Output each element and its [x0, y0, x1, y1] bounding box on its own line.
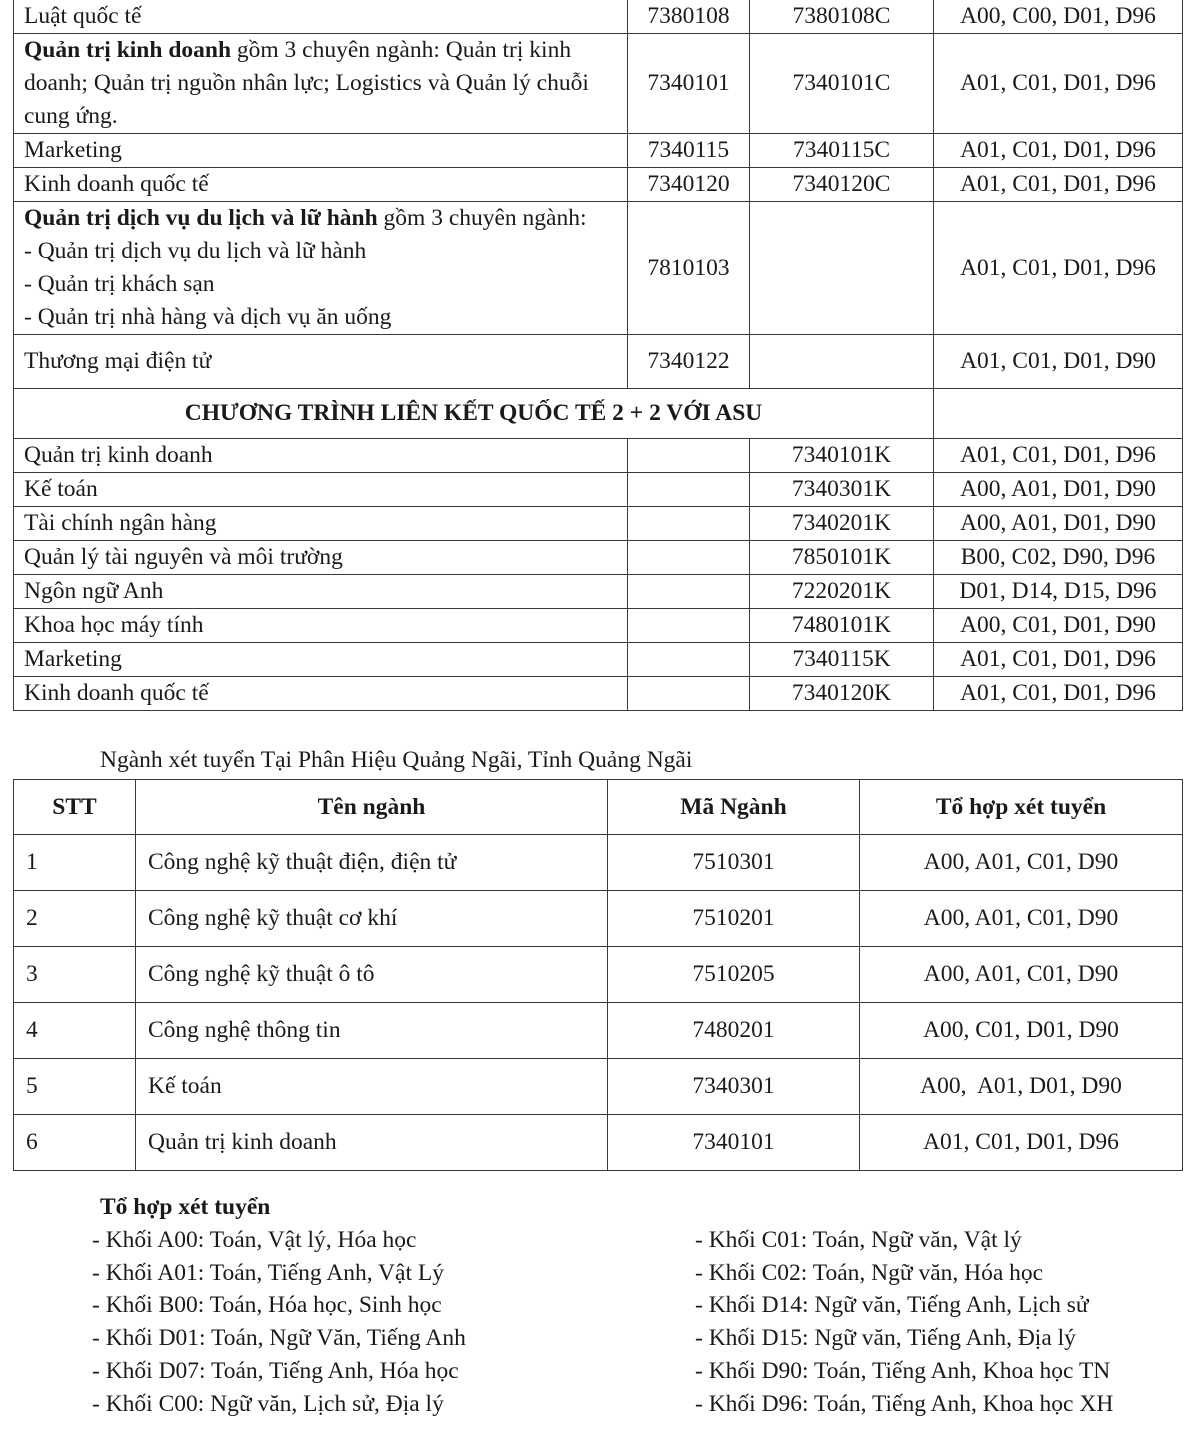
asu-program-name: Tài chính ngân hàng — [14, 507, 628, 541]
row-stt: 1 — [14, 835, 136, 891]
asu-program-code: 7340115K — [750, 643, 934, 677]
table-row — [14, 541, 1183, 575]
asu-program-name: Kinh doanh quốc tế — [14, 677, 628, 711]
section-header-empty-cell — [934, 389, 1183, 439]
asu-program-name: Quản lý tài nguyên và môi trường — [14, 541, 628, 575]
asu-program-name: Khoa học máy tính — [14, 609, 628, 643]
table-row — [14, 0, 1183, 34]
asu-program-code: 7340201K — [750, 507, 934, 541]
table-row — [14, 168, 1183, 202]
program-code: 7380108 — [628, 0, 750, 34]
row-name: Công nghệ kỹ thuật điện, điện tử — [136, 835, 608, 891]
row-code: 7510301 — [608, 835, 860, 891]
combo-section-title: Tổ hợp xét tuyển — [100, 1194, 271, 1220]
program-name: Kinh doanh quốc tế — [14, 168, 628, 202]
empty-cell — [628, 541, 750, 575]
section-header-row — [14, 389, 1183, 439]
program-name — [14, 34, 628, 134]
row-stt: 4 — [14, 1003, 136, 1059]
asu-program-combo: A00, C01, D01, D90 — [934, 609, 1183, 643]
program-code-c: 7340120C — [750, 168, 934, 202]
row-combo: A01, C01, D01, D96 — [860, 1115, 1183, 1171]
programs-table — [13, 0, 1183, 711]
program-combo: A01, C01, D01, D96 — [934, 134, 1183, 168]
program-code: 7340120 — [628, 168, 750, 202]
empty-cell — [628, 439, 750, 473]
row-stt: 6 — [14, 1115, 136, 1171]
program-code: 7340101 — [628, 34, 750, 134]
combo-item: - Khối C00: Ngữ văn, Lịch sử, Địa lý — [92, 1390, 444, 1417]
program-name — [14, 202, 628, 335]
section-header: CHƯƠNG TRÌNH LIÊN KẾT QUỐC TẾ 2 + 2 VỚI ASU — [14, 389, 934, 439]
combo-item: - Khối D90: Toán, Tiếng Anh, Khoa học TN — [695, 1357, 1111, 1384]
table-row — [14, 507, 1183, 541]
program-name-rest: gồm 3 chuyên ngành: Quản trị kinh doanh; Quản trị nguồn nhân lực; Logistics và Quản lý chuỗi cung ứng. — [24, 37, 589, 129]
program-code-c — [750, 335, 934, 389]
specialization-item: - Quản trị khách sạn — [24, 271, 215, 297]
row-combo: A00, A01, C01, D90 — [860, 891, 1183, 947]
combo-item: - Khối A01: Toán, Tiếng Anh, Vật Lý — [92, 1259, 444, 1286]
asu-program-combo: D01, D14, D15, D96 — [934, 575, 1183, 609]
table-row — [14, 891, 1183, 947]
program-name-rest: gồm 3 chuyên ngành: — [377, 205, 587, 231]
specialization-item: - Quản trị dịch vụ du lịch và lữ hành — [24, 238, 367, 264]
asu-program-name: Marketing — [14, 643, 628, 677]
program-name-bold: Quản trị dịch vụ du lịch và lữ hành — [24, 205, 378, 231]
table-row — [14, 473, 1183, 507]
program-code: 7340115 — [628, 134, 750, 168]
empty-cell — [628, 677, 750, 711]
row-combo: A00, A01, D01, D90 — [860, 1059, 1183, 1115]
program-combo: A01, C01, D01, D90 — [934, 335, 1183, 389]
column-header-name: Tên ngành — [136, 780, 608, 835]
program-combo: A01, C01, D01, D96 — [934, 34, 1183, 134]
table-row — [14, 643, 1183, 677]
combo-item: - Khối D01: Toán, Ngữ Văn, Tiếng Anh — [92, 1325, 466, 1352]
row-stt: 5 — [14, 1059, 136, 1115]
program-combo: A01, C01, D01, D96 — [934, 202, 1183, 335]
program-combo: A01, C01, D01, D96 — [934, 168, 1183, 202]
column-header-code: Mã Ngành — [608, 780, 860, 835]
row-combo: A00, C01, D01, D90 — [860, 1003, 1183, 1059]
combo-item: - Khối A00: Toán, Vật lý, Hóa học — [92, 1227, 417, 1253]
row-name: Công nghệ kỹ thuật ô tô — [136, 947, 608, 1003]
program-name-line — [24, 202, 617, 235]
table-header-row — [14, 780, 1183, 835]
combo-item: - Khối D96: Toán, Tiếng Anh, Khoa học XH — [695, 1390, 1114, 1417]
asu-program-combo: A00, A01, D01, D90 — [934, 507, 1183, 541]
table-row — [14, 835, 1183, 891]
program-code-c: 7340101C — [750, 34, 934, 134]
asu-program-code: 7340101K — [750, 439, 934, 473]
table-row — [14, 335, 1183, 389]
specialization-item: - Quản trị nhà hàng và dịch vụ ăn uống — [24, 304, 392, 330]
row-code: 7480201 — [608, 1003, 860, 1059]
empty-cell — [628, 643, 750, 677]
program-code: 7340122 — [628, 335, 750, 389]
combo-item: - Khối C02: Toán, Ngữ văn, Hóa học — [695, 1259, 1044, 1286]
program-name: Marketing — [14, 134, 628, 168]
program-code: 7810103 — [628, 202, 750, 335]
table-row — [14, 134, 1183, 168]
row-code: 7340101 — [608, 1115, 860, 1171]
asu-program-combo: A01, C01, D01, D96 — [934, 677, 1183, 711]
table-row — [14, 609, 1183, 643]
program-name: Luật quốc tế — [14, 0, 628, 34]
row-stt: 3 — [14, 947, 136, 1003]
program-code-c: 7340115C — [750, 134, 934, 168]
combo-item: - Khối D07: Toán, Tiếng Anh, Hóa học — [92, 1357, 459, 1384]
empty-cell — [628, 609, 750, 643]
asu-program-code: 7340301K — [750, 473, 934, 507]
row-name: Quản trị kinh doanh — [136, 1115, 608, 1171]
column-header-stt: STT — [14, 780, 136, 835]
asu-program-code: 7850101K — [750, 541, 934, 575]
combo-item: - Khối B00: Toán, Hóa học, Sinh học — [92, 1292, 442, 1319]
asu-program-name: Ngôn ngữ Anh — [14, 575, 628, 609]
asu-program-code: 7340120K — [750, 677, 934, 711]
combo-list-left — [92, 1224, 466, 1420]
combo-item: - Khối D15: Ngữ văn, Tiếng Anh, Địa lý — [695, 1325, 1076, 1352]
program-combo: A00, C00, D01, D96 — [934, 0, 1183, 34]
column-header-combo: Tổ hợp xét tuyển — [860, 780, 1183, 835]
program-name-bold: Quản trị kinh doanh — [24, 37, 232, 63]
row-code: 7510201 — [608, 891, 860, 947]
row-combo: A00, A01, C01, D90 — [860, 835, 1183, 891]
asu-program-combo: A01, C01, D01, D96 — [934, 439, 1183, 473]
table-row — [14, 1115, 1183, 1171]
table-row — [14, 947, 1183, 1003]
table-row — [14, 575, 1183, 609]
row-stt: 2 — [14, 891, 136, 947]
row-code: 7510205 — [608, 947, 860, 1003]
asu-program-code: 7220201K — [750, 575, 934, 609]
row-code: 7340301 — [608, 1059, 860, 1115]
asu-program-name: Kế toán — [14, 473, 628, 507]
table-caption: Ngành xét tuyển Tại Phân Hiệu Quảng Ngãi, Tỉnh Quảng Ngãi — [100, 747, 693, 773]
program-code-c: 7380108C — [750, 0, 934, 34]
table-row — [14, 202, 1183, 335]
row-name: Kế toán — [136, 1059, 608, 1115]
table-row — [14, 677, 1183, 711]
asu-program-name: Quản trị kinh doanh — [14, 439, 628, 473]
asu-program-combo: A00, A01, D01, D90 — [934, 473, 1183, 507]
row-name: Công nghệ kỹ thuật cơ khí — [136, 891, 608, 947]
combo-list-right — [695, 1224, 1113, 1420]
combo-item: - Khối D14: Ngữ văn, Tiếng Anh, Lịch sử — [695, 1292, 1089, 1319]
table-row — [14, 1059, 1183, 1115]
branch-programs-table — [13, 779, 1183, 1171]
program-code-c — [750, 202, 934, 335]
combo-item: - Khối C01: Toán, Ngữ văn, Vật lý — [695, 1227, 1022, 1253]
table-row — [14, 34, 1183, 134]
empty-cell — [628, 473, 750, 507]
program-name: Thương mại điện tử — [14, 335, 628, 389]
row-combo: A00, A01, C01, D90 — [860, 947, 1183, 1003]
row-name: Công nghệ thông tin — [136, 1003, 608, 1059]
asu-program-combo: A01, C01, D01, D96 — [934, 643, 1183, 677]
empty-cell — [628, 575, 750, 609]
asu-program-combo: B00, C02, D90, D96 — [934, 541, 1183, 575]
empty-cell — [628, 507, 750, 541]
table-row — [14, 1003, 1183, 1059]
asu-program-code: 7480101K — [750, 609, 934, 643]
table-row — [14, 439, 1183, 473]
